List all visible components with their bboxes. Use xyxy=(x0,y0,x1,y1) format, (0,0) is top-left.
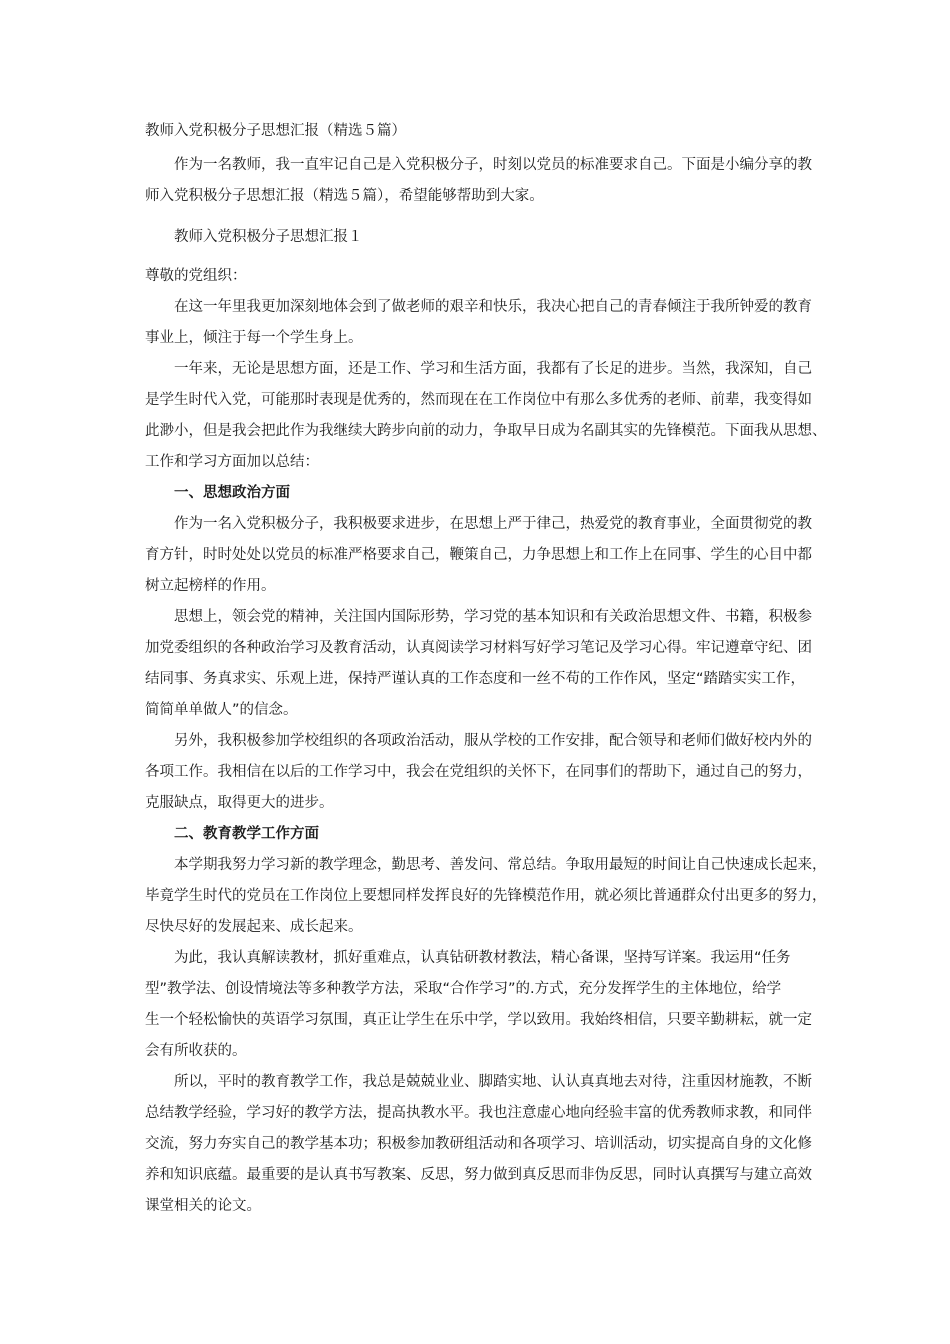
paragraph-line: 总结教学经验，学习好的教学方法，提高执教水平。我也注意虚心地向经验丰富的优秀教师求教，和同伴 xyxy=(145,1105,812,1121)
paragraph-line: 加党委组织的各种政治学习及教育活动，认真阅读学习材料写好学习笔记及学习心得。牢记遵章守纪、团 xyxy=(145,640,812,656)
salutation: 尊敬的党组织： xyxy=(145,268,247,284)
report-title: 教师入党积极分子思想汇报１ xyxy=(174,229,363,245)
paragraph-line: 毕竟学生时代的党员在工作岗位上要想同样发挥良好的先锋模范作用，就必须比普通群众付出更多的努力， xyxy=(145,888,827,904)
paragraph-7 xyxy=(145,943,810,1067)
paragraph-line: 师入党积极分子思想汇报（精选５篇），希望能够帮助到大家。 xyxy=(145,188,544,204)
paragraph-line: 工作和学习方面加以总结： xyxy=(145,454,319,470)
paragraph-line: 简简单单做人”的信念。 xyxy=(145,702,298,718)
paragraph-line: 生一个轻松愉快的英语学习氛围，真正让学生在乐中学，学以致用。我始终相信，只要辛勤耕耘，就一定 xyxy=(145,1012,812,1028)
paragraph-line: 事业上，倾注于每一个学生身上。 xyxy=(145,330,363,346)
paragraph-line: 为此，我认真解读教材，抓好重难点，认真钻研教材教法，精心备课，坚持写详案。我运用“任务 xyxy=(174,950,791,966)
paragraph-line: 本学期我努力学习新的教学理念，勤思考、善发问、常总结。争取用最短的时间让自己快速成长起来， xyxy=(174,857,827,873)
paragraph-line: 作为一名入党积极分子，我积极要求进步，在思想上严于律己，热爱党的教育事业，全面贯彻党的教 xyxy=(174,516,812,532)
paragraph-line: 交流，努力夯实自己的教学基本功；积极参加教研组活动和各项学习、培训活动，切实提高自身的文化修 xyxy=(145,1136,812,1152)
paragraph-line: 结同事、务真求实、乐观上进，保持严谨认真的工作态度和一丝不苟的工作作风，坚定“踏踏实实工作， xyxy=(145,671,806,687)
paragraph-line: 另外，我积极参加学校组织的各项政治活动，服从学校的工作安排，配合领导和老师们做好校内外的 xyxy=(174,733,812,749)
paragraph-line: 会有所收获的。 xyxy=(145,1043,247,1059)
paragraph-line: 尽快尽好的发展起来、成长起来。 xyxy=(145,919,363,935)
paragraph-line: 型”教学法、创设情境法等多种教学方法，采取“合作学习”的.方式，充分发挥学生的主体地位，给学 xyxy=(145,981,782,997)
paragraph-line: 育方针，时时处处以党员的标准严格要求自己，鞭策自己，力争思想上和工作上在同事、学生的心目中都 xyxy=(145,547,812,563)
paragraph-line: 是学生时代入党，可能那时表现是优秀的，然而现在在工作岗位中有那么多优秀的老师、前辈，我变得如 xyxy=(145,392,812,408)
paragraph-line: 思想上，领会党的精神，关注国内国际形势，学习党的基本知识和有关政治思想文件、书籍，积极参 xyxy=(174,609,812,625)
paragraph-line: 一年来，无论是思想方面，还是工作、学习和生活方面，我都有了长足的进步。当然，我深知，自己 xyxy=(174,361,812,377)
section-heading-1: 一、思想政治方面 xyxy=(174,485,290,501)
document-title: 教师入党积极分子思想汇报（精选５篇） xyxy=(145,123,406,139)
paragraph-line: 此渺小，但是我会把此作为我继续大跨步向前的动力，争取早日成为名副其实的先锋模范。下面我从思想、 xyxy=(145,423,827,439)
paragraph-4 xyxy=(145,602,810,726)
paragraph-line: 树立起榜样的作用。 xyxy=(145,578,276,594)
paragraph-line: 克服缺点，取得更大的进步。 xyxy=(145,795,334,811)
paragraph-line: 在这一年里我更加深刻地体会到了做老师的艰辛和快乐，我决心把自己的青春倾注于我所钟爱的教育 xyxy=(174,299,812,315)
section-heading-2: 二、教育教学工作方面 xyxy=(174,826,319,842)
paragraph-8 xyxy=(145,1067,810,1222)
paragraph-2 xyxy=(145,354,827,478)
paragraph-6 xyxy=(145,850,827,943)
paragraph-3 xyxy=(145,509,810,602)
paragraph-line: 所以，平时的教育教学工作，我总是兢兢业业、脚踏实地、认认真真地去对待，注重因材施教，不断 xyxy=(174,1074,812,1090)
paragraph-line: 各项工作。我相信在以后的工作学习中，我会在党组织的关怀下，在同事们的帮助下，通过自己的努力， xyxy=(145,764,812,780)
paragraph-5 xyxy=(145,726,810,819)
paragraph-1 xyxy=(145,292,810,354)
paragraph-line: 养和知识底蕴。最重要的是认真书写教案、反思，努力做到真反思而非伪反思，同时认真撰写与建立高效 xyxy=(145,1167,812,1183)
intro-paragraph xyxy=(145,150,810,212)
paragraph-line: 课堂相关的论文。 xyxy=(145,1198,261,1214)
document-page xyxy=(145,118,827,1222)
paragraph-line: 作为一名教师，我一直牢记自己是入党积极分子，时刻以党员的标准要求自己。下面是小编分享的教 xyxy=(174,157,812,173)
